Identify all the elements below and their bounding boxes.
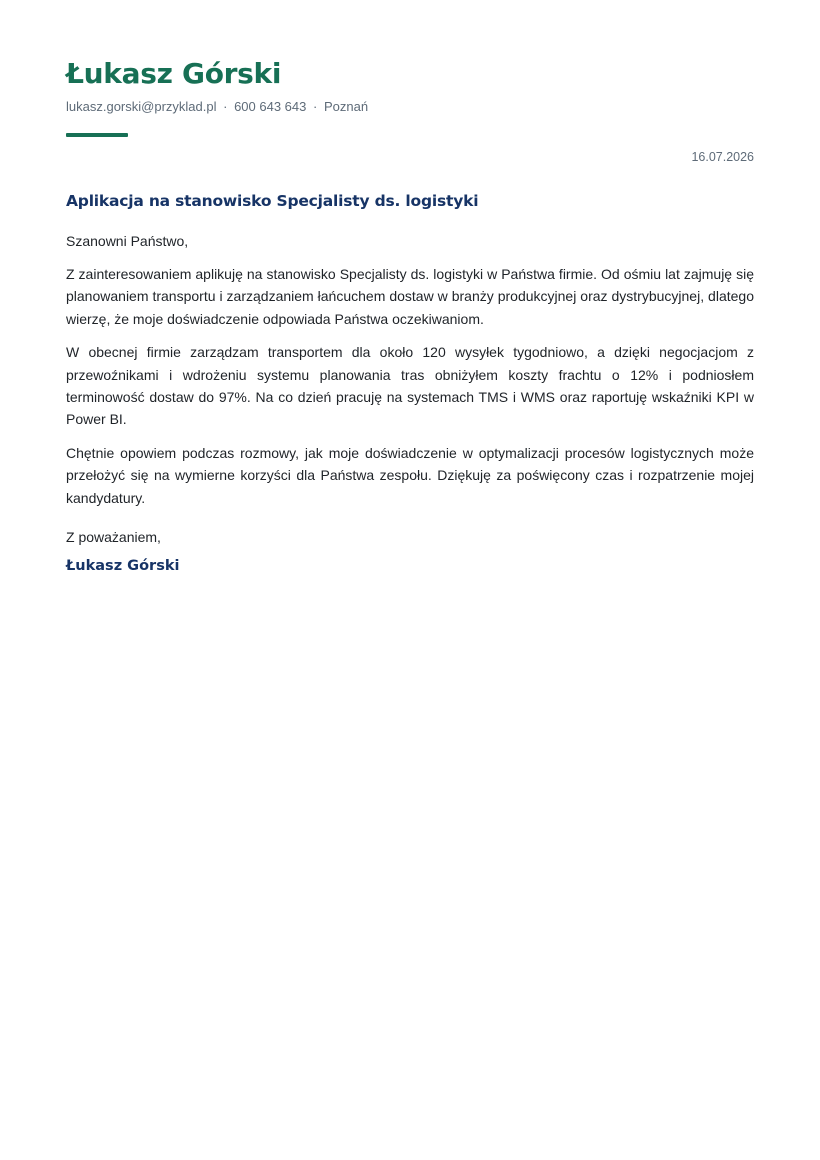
closing-phrase: Z poważaniem, <box>66 529 161 546</box>
body-paragraph-2: W obecnej firmie zarządzam transportem dla około 120 wysyłek tygodniowo, a dzięki negocjacjom z przewoźnikami i wdrożeniu systemu planowania tras obniżyłem koszty frachtu o 12% i podniosłem terminowość dostaw do 97%. Na co dzień pracuję na systemach TMS i WMS oraz raportuję wskaźniki KPI w Power BI. <box>66 344 754 428</box>
letter-date: 16.07.2026 <box>691 150 754 164</box>
contact-separator: · <box>223 99 228 114</box>
body-paragraph-1: Z zainteresowaniem aplikuję na stanowisko Specjalisty ds. logistyki w Państwa firmie. Od ośmiu lat zajmuję się planowaniem transportu i zarządzaniem łańcuchem dostaw w branży produkcyjnej oraz dystrybucyjnej, dlatego wierzę, że moje doświadczenie odpowiada Państwa oczekiwaniom. <box>66 266 754 327</box>
accent-divider <box>66 133 128 137</box>
contact-city: Poznań <box>323 99 369 114</box>
letter-subject: Aplikacja na stanowisko Specjalisty ds. logistyki <box>66 192 479 210</box>
contact-separator: · <box>313 99 318 114</box>
cover-letter <box>66 56 754 576</box>
body-paragraph-3: Chętnie opowiem podczas rozmowy, jak moje doświadczenie w optymalizacji procesów logistycznych może przełożyć się na wymierne korzyści dla Państwa zespołu. Dziękuję za poświęcony czas i rozpatrzenie mojej kandydatury. <box>66 444 754 506</box>
contact-phone: 600 643 643 <box>234 99 307 114</box>
contact-email: lukasz.gorski@przyklad.pl <box>66 99 217 114</box>
applicant-name: Łukasz Górski <box>66 57 282 90</box>
signature-name: Łukasz Górski <box>66 558 180 575</box>
salutation: Szanowni Państwo, <box>66 233 189 249</box>
contact-line <box>66 98 754 116</box>
